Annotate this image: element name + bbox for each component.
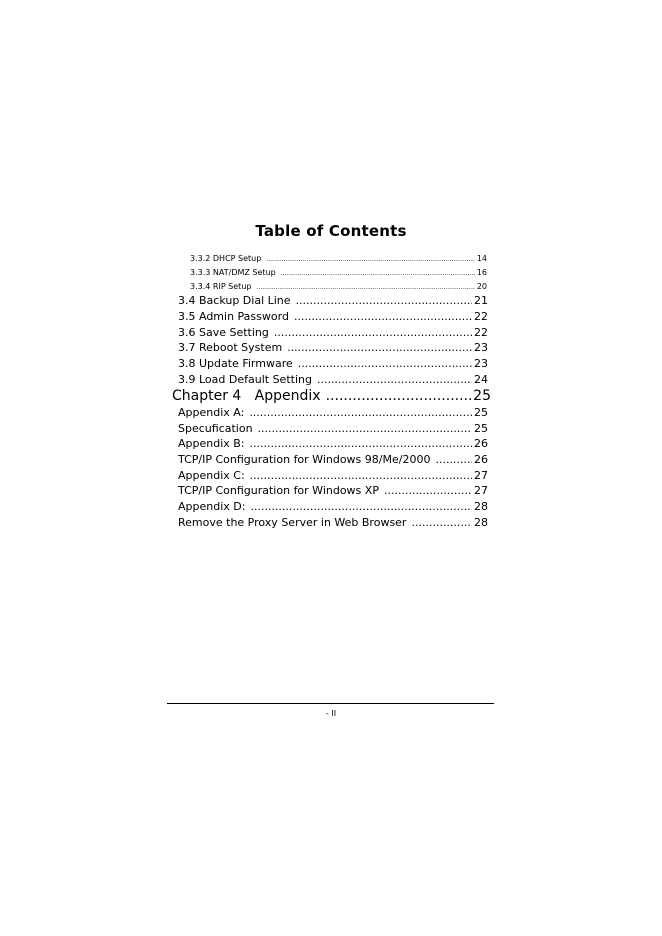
toc-entry-label: 3.7 Reboot System — [178, 341, 283, 354]
toc-entry-label: 3.8 Update Firmware — [178, 357, 293, 370]
dot-leader — [298, 357, 472, 370]
toc-entry-label: TCP/IP Configuration for Windows XP — [178, 484, 379, 497]
toc-entry-page: 22 — [474, 326, 488, 339]
toc-entry-page: 27 — [474, 484, 488, 497]
dot-leader — [326, 388, 472, 404]
toc-entry[interactable] — [178, 469, 488, 482]
toc-entry-label: Specufication — [178, 422, 253, 435]
dot-leader — [296, 294, 472, 307]
toc-entry[interactable] — [178, 453, 488, 466]
toc-entry[interactable] — [190, 254, 487, 263]
toc-entry-page: 23 — [474, 341, 488, 354]
dot-leader — [281, 270, 475, 277]
toc-entry-label: 3.9 Load Default Setting — [178, 373, 312, 386]
footer-page-number: - II — [325, 709, 337, 718]
toc-entry[interactable] — [178, 422, 488, 435]
toc-entry[interactable] — [178, 357, 488, 370]
toc-entry-label: 3.6 Save Setting — [178, 326, 269, 339]
toc-entry-page: 25 — [473, 388, 491, 404]
toc-entry[interactable] — [190, 282, 487, 291]
dot-leader — [274, 326, 472, 339]
toc-entry-label: 3.3.4 RIP Setup — [190, 282, 252, 291]
toc-entry[interactable] — [178, 516, 488, 529]
toc-entry-label: Appendix C: — [178, 469, 245, 482]
toc-entry-page: 26 — [474, 437, 488, 450]
toc-entry-page: 21 — [474, 294, 488, 307]
dot-leader — [411, 516, 472, 529]
dot-leader — [287, 341, 472, 354]
toc-entry-label: 3.4 Backup Dial Line — [178, 294, 291, 307]
toc-entry-label: Remove the Proxy Server in Web Browser — [178, 516, 407, 529]
toc-entry[interactable] — [178, 406, 488, 419]
dot-leader — [250, 469, 472, 482]
toc-entry-page: 26 — [474, 453, 488, 466]
dot-leader — [250, 437, 472, 450]
toc-entry-page: 25 — [474, 422, 488, 435]
dot-leader — [249, 406, 472, 419]
toc-entry[interactable] — [178, 326, 488, 339]
toc-entry[interactable] — [178, 310, 488, 323]
toc-entry-label: TCP/IP Configuration for Windows 98/Me/2000 — [178, 453, 431, 466]
page-title: Table of Contents — [255, 222, 407, 240]
toc-entry-page: 23 — [474, 357, 488, 370]
toc-entry[interactable] — [178, 341, 488, 354]
toc-entry-page: 28 — [474, 516, 488, 529]
footer-divider — [167, 703, 494, 704]
toc-entry-page: 27 — [474, 469, 488, 482]
toc-entry-label: Appendix A: — [178, 406, 245, 419]
dot-leader — [250, 500, 472, 513]
toc-entry[interactable] — [178, 294, 488, 307]
toc-entry-page: 16 — [476, 268, 487, 277]
toc-chapter-entry[interactable] — [172, 388, 491, 404]
toc-entry-page: 20 — [476, 282, 487, 291]
dot-leader — [266, 256, 475, 263]
toc-entry[interactable] — [178, 500, 488, 513]
toc-entry[interactable] — [178, 437, 488, 450]
toc-entry-page: 28 — [474, 500, 488, 513]
toc-entry[interactable] — [178, 484, 488, 497]
dot-leader — [384, 484, 472, 497]
toc-entry[interactable] — [190, 268, 487, 277]
toc-entry-label: Appendix D: — [178, 500, 246, 513]
toc-entry-label: Chapter 4 Appendix — [172, 388, 321, 404]
toc-entry[interactable] — [178, 373, 488, 386]
dot-leader — [317, 373, 472, 386]
toc-entry-page: 25 — [474, 406, 488, 419]
dot-leader — [258, 422, 472, 435]
dot-leader — [256, 284, 474, 291]
toc-entry-page: 24 — [474, 373, 488, 386]
toc-entry-label: 3.3.2 DHCP Setup — [190, 254, 262, 263]
dot-leader — [435, 453, 472, 466]
toc-entry-page: 14 — [476, 254, 487, 263]
toc-entry-label: Appendix B: — [178, 437, 245, 450]
dot-leader — [294, 310, 472, 323]
toc-entry-label: 3.3.3 NAT/DMZ Setup — [190, 268, 276, 277]
toc-entry-label: 3.5 Admin Password — [178, 310, 289, 323]
toc-entry-page: 22 — [474, 310, 488, 323]
